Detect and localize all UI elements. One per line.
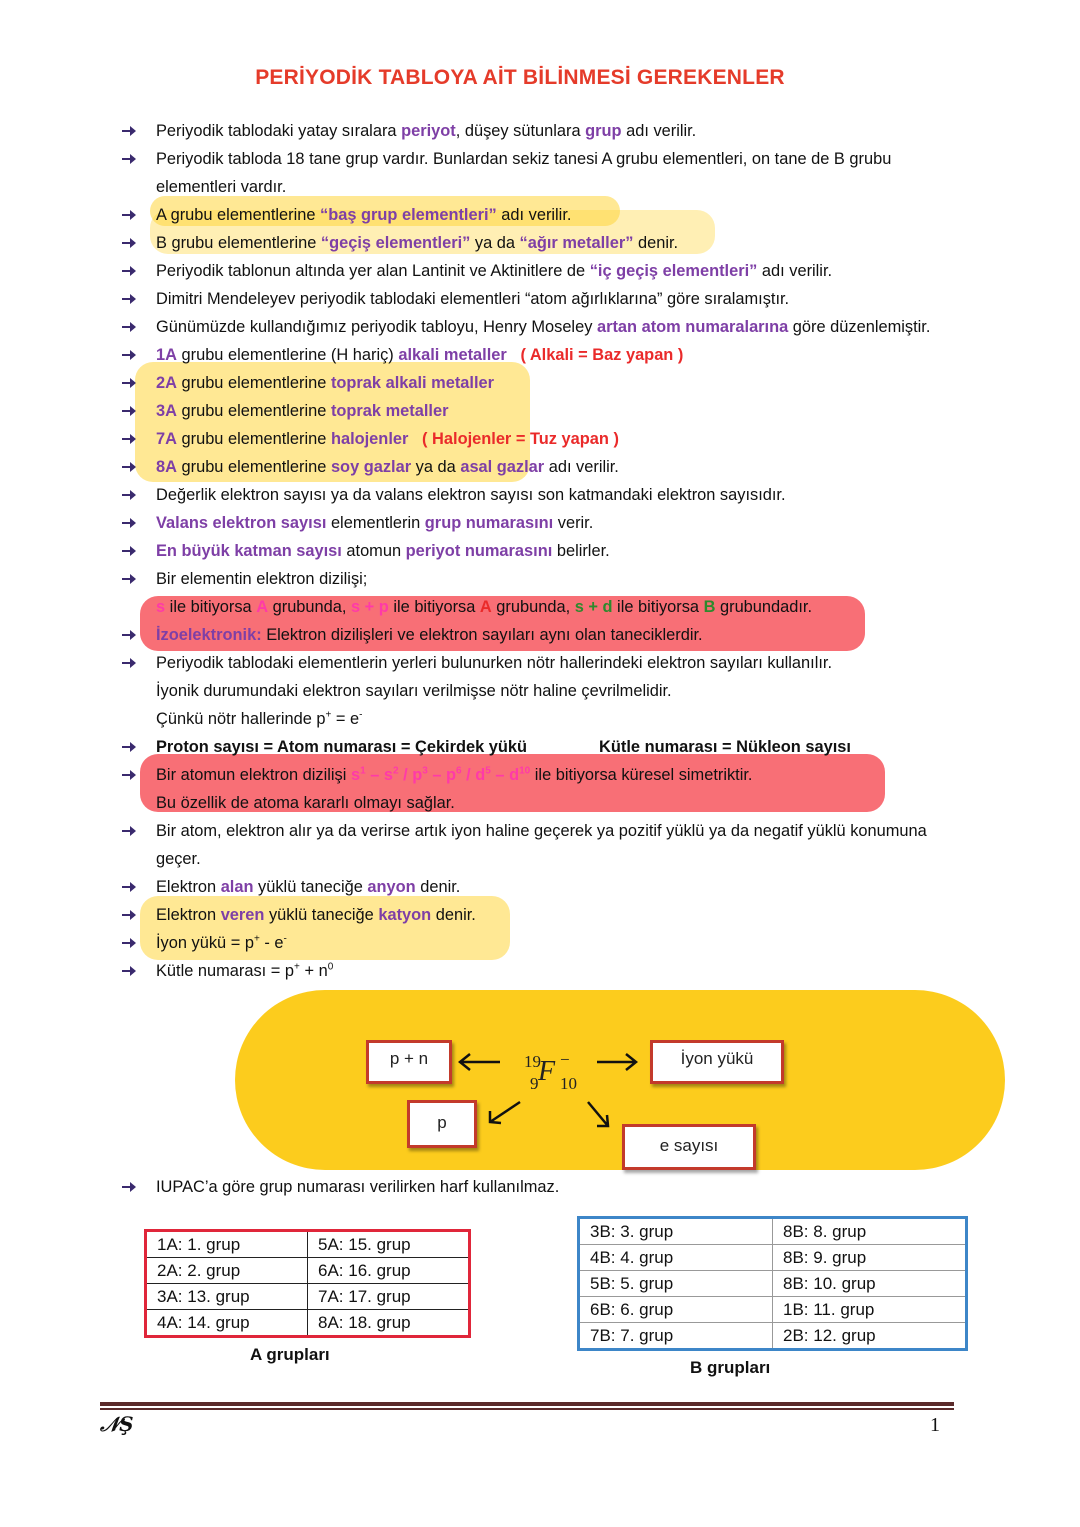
table-row: 1A: 1. grup 5A: 15. grup xyxy=(146,1231,470,1258)
arrow-down-right-icon xyxy=(120,962,137,979)
mass-number-box: p + n xyxy=(366,1040,452,1084)
list-item: Elektron alan yüklü taneciğe anyon denir. xyxy=(120,873,960,901)
table-row: 4A: 14. grup 8A: 18. grup xyxy=(146,1310,470,1337)
list-item-continuation: İyonik durumundaki elektron sayıları verilmişse nötr haline çevrilmelidir. xyxy=(156,682,672,700)
list-item: En büyük katman sayısı atomun periyot numarasını belirler. xyxy=(120,537,960,565)
arrow-down-right-icon xyxy=(120,654,137,671)
list-item: Değerlik elektron sayısı ya da valans elektron sayısı son katmandaki elektron sayısıdır. xyxy=(120,481,960,509)
list-item: Periyodik tabloda 18 tane grup vardır. Bunlardan sekiz tanesi A grubu elementleri, on tane de B grubu elementleri vardır. xyxy=(120,145,960,201)
table-row: 7B: 7. grup 2B: 12. grup xyxy=(579,1323,967,1350)
arrow-down-right-icon xyxy=(120,262,137,279)
arrow-down-right-icon xyxy=(120,150,137,167)
arrow-down-right-icon xyxy=(120,374,137,391)
facts-list xyxy=(120,117,960,985)
arrow-down-right-icon xyxy=(120,542,137,559)
list-item: Proton sayısı = Atom numarası = Çekirdek yükü Kütle numarası = Nükleon sayısı xyxy=(120,733,960,761)
list-item: 3A grubu elementlerine toprak metaller xyxy=(120,397,960,425)
list-item: A grubu elementlerine “baş grup elementleri” adı verilir. xyxy=(120,201,960,229)
page-title: PERİYODİK TABLOYA AİT BİLİNMESİ GEREKENLER xyxy=(255,66,785,89)
b-groups-caption: B grupları xyxy=(690,1358,771,1377)
list-item: İyon yükü = p+ - e- xyxy=(120,929,960,957)
list-item: Günümüzde kullandığımız periyodik tabloyu, Henry Moseley artan atom numaralarına göre düzenlemiştir. xyxy=(120,313,960,341)
table-row: 5B: 5. grup 8B: 10. grup xyxy=(579,1271,967,1297)
footer-rule xyxy=(100,1402,954,1406)
table-row: 4B: 4. grup 8B: 9. grup xyxy=(579,1245,967,1271)
list-item: 2A grubu elementlerine toprak alkali metaller xyxy=(120,369,960,397)
arrow-down-right-icon xyxy=(120,626,137,643)
arrow-down-right-icon xyxy=(120,458,137,475)
table-row: 6B: 6. grup 1B: 11. grup xyxy=(579,1297,967,1323)
footer-rule-thin xyxy=(100,1408,954,1410)
list-item: İzoelektronik: Elektron dizilişleri ve elektron sayıları aynı olan taneciklerdir. xyxy=(120,621,960,649)
list-item-continuation: Bu özellik de atoma kararlı olmayı sağlar. xyxy=(156,794,455,812)
arrow-down-right-icon xyxy=(120,346,137,363)
iupac-note xyxy=(120,1173,960,1201)
a-groups-table xyxy=(144,1229,471,1338)
table-row: 3A: 13. grup 7A: 17. grup xyxy=(146,1284,470,1310)
arrow-down-right-icon xyxy=(120,822,137,839)
electron-count-box: e sayısı xyxy=(622,1124,756,1170)
arrow-down-right-icon xyxy=(120,878,137,895)
list-item-continuation: Çünkü nötr hallerinde p+ = e- xyxy=(156,709,363,728)
arrow-down-right-icon xyxy=(120,206,137,223)
arrow-down-right-icon xyxy=(120,430,137,447)
list-item: 8A grubu elementlerine soy gazlar ya da asal gazlar adı verilir. xyxy=(120,453,960,481)
arrow-down-right-icon xyxy=(120,766,137,783)
arrow-down-right-icon xyxy=(120,570,137,587)
arrow-down-right-icon xyxy=(120,514,137,531)
ion-charge-box: İyon yükü xyxy=(650,1040,784,1084)
list-item: 7A grubu elementlerine halojenler ( Halojenler = Tuz yapan ) xyxy=(120,425,960,453)
list-item: Periyodik tablodaki elementlerin yerleri bulunurken nötr hallerindeki elektron sayıları kullanılır. xyxy=(120,649,960,677)
list-item: B grubu elementlerine “geçiş elementleri” ya da “ağır metaller” denir. xyxy=(120,229,960,257)
list-item: 1A grubu elementlerine (H hariç) alkali metaller ( Alkali = Baz yapan ) xyxy=(120,341,960,369)
arrow-down-right-icon xyxy=(120,122,137,139)
proton-box: p xyxy=(407,1100,477,1148)
arrow-down-right-icon xyxy=(120,486,137,503)
list-item: Bir atom, elektron alır ya da verirse artık iyon haline geçerek ya pozitif yüklü ya da negatif yüklü konumuna geçer. xyxy=(120,817,960,873)
list-item: Bir elementin elektron dizilişi; xyxy=(120,565,960,593)
table-row: 2A: 2. grup 6A: 16. grup xyxy=(146,1258,470,1284)
page-number: 1 xyxy=(930,1414,940,1436)
highlight-diagram xyxy=(235,990,1005,1170)
b-groups-table xyxy=(577,1216,968,1351)
arrow-down-right-icon xyxy=(120,738,137,755)
list-item: Valans elektron sayısı elementlerin grup numarasını verir. xyxy=(120,509,960,537)
list-item-continuation: s ile bitiyorsa A grubunda, s + p ile bitiyorsa A grubunda, s + d ile bitiyorsa B grubundadır. xyxy=(156,598,813,616)
arrow-down-right-icon xyxy=(120,290,137,307)
arrow-down-right-icon xyxy=(120,402,137,419)
arrow-down-right-icon xyxy=(120,934,137,951)
list-item: Dimitri Mendeleyev periyodik tablodaki elementleri “atom ağırlıklarına” göre sıralamıştır. xyxy=(120,285,960,313)
list-item: Periyodik tablonun altında yer alan Lantinit ve Aktinitlere de “iç geçiş elementleri” adı verilir. xyxy=(120,257,960,285)
list-item: Kütle numarası = $p^+ + n^0$ xyxy=(120,957,960,985)
a-groups-caption: A grupları xyxy=(250,1345,330,1364)
author-signature: 𝒩Ş xyxy=(100,1412,134,1436)
arrow-down-right-icon xyxy=(120,906,137,923)
arrow-down-right-icon xyxy=(120,318,137,335)
arrow-down-right-icon xyxy=(120,1178,137,1195)
list-item: Elektron veren yüklü taneciğe katyon denir. xyxy=(120,901,960,929)
arrow-down-right-icon xyxy=(120,234,137,251)
table-row: 3B: 3. grup 8B: 8. grup xyxy=(579,1218,967,1245)
list-item: Bir atomun elektron dizilişi $s^1 - s^2 / p^3 - p^6 / d^5 - d^{10}$ ile bitiyorsa küresel simetriktir. xyxy=(120,761,960,789)
list-item: IUPAC’a göre grup numarası verilirken harf kullanılmaz. xyxy=(120,1173,960,1201)
list-item: Periyodik tablodaki yatay sıralara periyot, düşey sütunlara grup adı verilir. xyxy=(120,117,960,145)
